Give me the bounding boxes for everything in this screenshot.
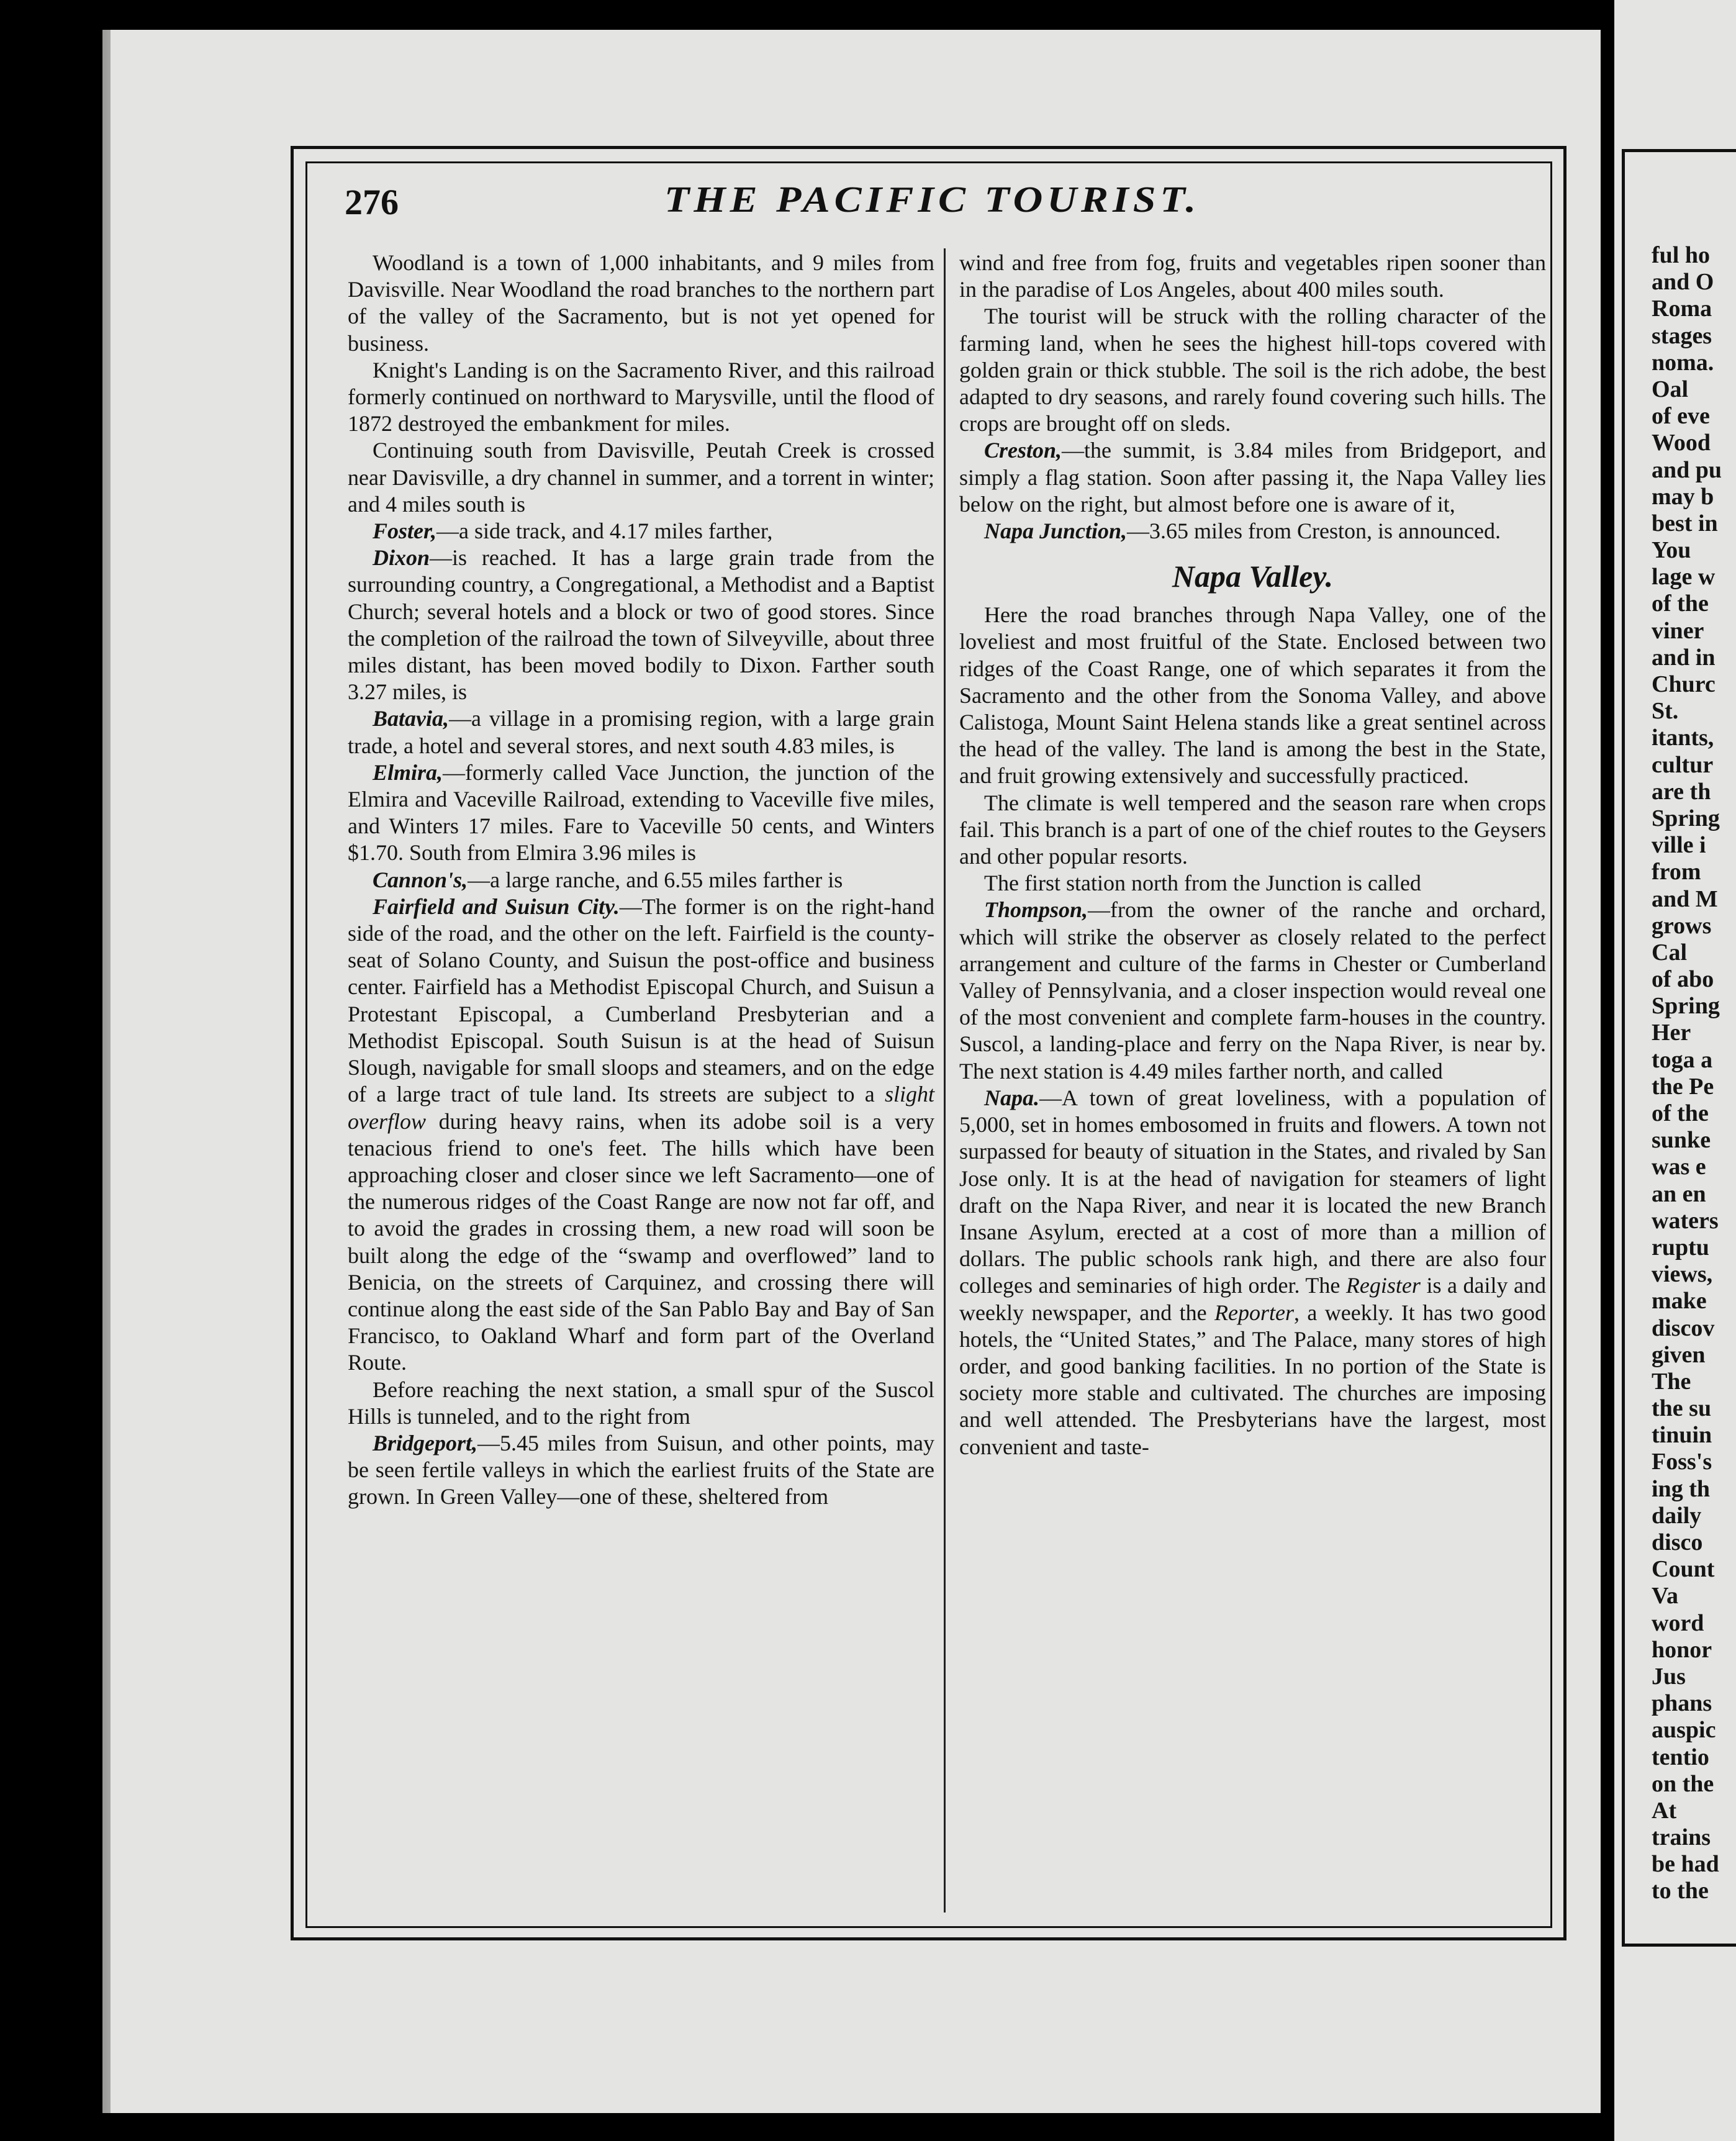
paragraph-text: Continuing south from Davisville, Peutah Creek is crossed near Davisville, a dry channel in summer, and a torrent in winter; and 4 miles south is	[348, 438, 934, 517]
adjacent-page-line: the su	[1652, 1395, 1712, 1422]
station-name: Fairfield and Suisun City.	[373, 894, 620, 919]
paragraph	[348, 545, 934, 705]
adjacent-page-line: noma.	[1652, 349, 1714, 376]
station-name: Napa.	[984, 1085, 1039, 1110]
adjacent-page-line: best in	[1652, 510, 1718, 536]
italic-text: Reporter	[1214, 1300, 1294, 1325]
paragraph-text: —a large ranche, and 6.55 miles farther is	[468, 867, 843, 892]
adjacent-page-line: from	[1652, 859, 1701, 885]
adjacent-page-line: and in	[1652, 644, 1716, 671]
paragraph-text: —A town of great loveliness, with a population of 5,000, set in homes embosomed in fruits and flowers. A town not surpassed for beauty of situation in the States, and rivaled by San Jose only. It is at the head of navigation for steamers of light draft on the Napa River, and near it is located the new Branch Insane Asylum, erected at a cost of more than a million of dollars. The public schools rank high, and there are also four colleges and seminaries of high order. The	[959, 1085, 1546, 1298]
station-name: Creston,	[984, 438, 1062, 463]
paragraph	[348, 894, 934, 1377]
paragraph-text: The climate is well tempered and the season rare when crops fail. This branch is a part of one of the chief routes to the Geysers and other popular resorts.	[959, 790, 1546, 869]
paragraph	[348, 518, 934, 545]
paragraph-text: Woodland is a town of 1,000 inhabitants, and 9 miles from Davisville. Near Woodland the road branches to the northern part of the valley of the Sacramento, but is not yet opened for business.	[348, 250, 934, 356]
station-name: Thompson,	[984, 897, 1088, 923]
paragraph-text: —The former is on the right-hand side of the road, and the other on the left. Fairfield is the county-seat of Solano County, and Suisun the post-office and business center. Fairfield has a Methodist Episcopal Church, and Suisun a Protestant Episcopal, a Cumberland Presbyterian and a Methodist Episcopal. South Suisun is at the head of Suisun Slough, navigable for small sloops and steamers, and on the edge of a large tract of tule land. Its streets are subject to a	[348, 894, 934, 1107]
paragraph	[959, 303, 1546, 437]
adjacent-page-line: may b	[1652, 483, 1714, 510]
paragraph-text: —a side track, and 4.17 miles farther,	[436, 518, 773, 544]
paragraph	[959, 437, 1546, 518]
paragraph-text: —is reached. It has a large grain trade from the surrounding country, a Congregational, a Methodist and a Baptist Church; several hotels and a block or two of good stores. Since the completion of the railroad the town of Silveyville, about three miles distant, has been moved bodily to Dixon. Farther south 3.27 miles, is	[348, 545, 934, 705]
paragraph	[959, 250, 1546, 303]
adjacent-page-line: waters	[1652, 1207, 1719, 1234]
paragraph	[959, 602, 1546, 789]
adjacent-page-line: Cal	[1652, 939, 1687, 966]
station-name: Foster,	[373, 518, 437, 544]
adjacent-page-line: Roma	[1652, 296, 1712, 322]
adjacent-page-line: toga a	[1652, 1046, 1713, 1073]
adjacent-page-line: Va	[1652, 1583, 1678, 1609]
adjacent-page-line: Oal	[1652, 376, 1689, 402]
adjacent-page-line: At	[1652, 1797, 1677, 1824]
right-column	[959, 250, 1546, 1460]
adjacent-page-line: Spring	[1652, 993, 1720, 1020]
adjacent-page-line: Wood	[1652, 430, 1711, 456]
paragraph	[348, 1430, 934, 1511]
running-head: THE PACIFIC TOURIST.	[664, 179, 1201, 220]
adjacent-page-line: Count	[1652, 1556, 1715, 1583]
column-rule	[944, 248, 946, 1912]
adjacent-page-line: ful ho	[1652, 242, 1710, 268]
adjacent-page-line: Churc	[1652, 671, 1716, 697]
adjacent-page-line: Foss's	[1652, 1449, 1712, 1475]
adjacent-page-line: ruptu	[1652, 1234, 1709, 1261]
paragraph-text: —formerly called Vace Junction, the junction of the Elmira and Vaceville Railroad, extending to Vaceville five miles, and Winters 17 miles. Fare to Vaceville 50 cents, and Winters $1.70. South from Elmira 3.96 miles is	[348, 759, 934, 866]
adjacent-page-line: an en	[1652, 1180, 1706, 1207]
adjacent-page-line: Spring	[1652, 805, 1720, 831]
paragraph-text: Before reaching the next station, a small spur of the Suscol Hills is tunneled, and to the right from	[348, 1377, 934, 1429]
adjacent-page-line: be had	[1652, 1851, 1719, 1878]
adjacent-page-line: daily	[1652, 1502, 1702, 1529]
adjacent-page-line: views,	[1652, 1261, 1713, 1288]
adjacent-page-line: ville i	[1652, 832, 1706, 859]
paragraph-text: during heavy rains, when its adobe soil is a very tenacious friend to one's feet. The hills which have been approaching closer and closer since we left Sacramento—one of the numerous ridges of the Coast Range are now not far off, and to avoid the grades in crossing them, a new road will soon be built along the edge of the “swamp and overflowed” land to Benicia, on the streets of Carquinez, and crossing there will continue along the east side of the San Pablo Bay and Bay of San Francisco, to Oakland Wharf and form part of the Overland Route.	[348, 1108, 934, 1375]
adjacent-page-line: You	[1652, 537, 1691, 564]
adjacent-page-line: phans	[1652, 1690, 1712, 1717]
page-number: 276	[345, 182, 399, 222]
adjacent-page-line: word	[1652, 1609, 1704, 1636]
paragraph-text: —a village in a promising region, with a large grain trade, a hotel and several stores, and next south 4.83 miles, is	[348, 706, 934, 758]
adjacent-page-line: tinuin	[1652, 1422, 1712, 1449]
adjacent-page-line: trains	[1652, 1824, 1711, 1851]
adjacent-page-line: are th	[1652, 778, 1711, 805]
adjacent-page-line: the Pe	[1652, 1073, 1714, 1100]
adjacent-page-line: ing th	[1652, 1475, 1710, 1502]
adjacent-page-line: given	[1652, 1341, 1706, 1368]
paragraph-text: —from the owner of the ranche and orchard, which will strike the observer as closely related to the perfect arrangement and culture of the farms in Chester or Cumberland Valley of Pennsylvania, and a closer inspection would reveal one of the most convenient and complete farm-houses in the country. Suscol, a landing-place and ferry on the Napa River, is near by. The next station is 4.49 miles farther north, and called	[959, 897, 1546, 1084]
paragraph	[348, 867, 934, 894]
adjacent-page-line: sunke	[1652, 1127, 1711, 1154]
paragraph	[348, 705, 934, 759]
page-gutter	[1601, 0, 1614, 2141]
paragraph	[348, 437, 934, 518]
adjacent-page-line: St.	[1652, 698, 1679, 725]
paragraph	[348, 1377, 934, 1430]
adjacent-page-line: make	[1652, 1288, 1707, 1315]
station-name: Cannon's,	[373, 867, 468, 892]
paragraph	[959, 1085, 1546, 1460]
adjacent-page-line: stages	[1652, 322, 1712, 349]
paragraph-text: —the summit, is 3.84 miles from Bridgeport, and simply a flag station. Soon after passing it, the Napa Valley lies below on the right, but almost before one is aware of it,	[959, 438, 1546, 517]
paragraph	[348, 759, 934, 867]
adjacent-page-line: auspic	[1652, 1717, 1716, 1744]
paragraph	[959, 870, 1546, 897]
adjacent-page-line: of eve	[1652, 403, 1710, 430]
paragraph-text: is a daily and weekly newspaper, and the	[959, 1273, 1547, 1325]
adjacent-page-line: was e	[1652, 1154, 1706, 1180]
adjacent-page-line: Her	[1652, 1020, 1691, 1046]
italic-text: slight overflow	[348, 1082, 934, 1134]
adjacent-page-line: and O	[1652, 269, 1714, 296]
paragraph	[959, 897, 1546, 1084]
adjacent-page-line: honor	[1652, 1636, 1712, 1663]
adjacent-page-line: and pu	[1652, 456, 1722, 483]
adjacent-page-line: itants,	[1652, 725, 1714, 751]
adjacent-page-line: of abo	[1652, 966, 1714, 993]
paragraph-text: Here the road branches through Napa Valley, one of the loveliest and most fruitful of the State. Enclosed between two ridges of the Coast Range, one of which separates it from the Sacramento and the other from the Sonoma Valley, and above Calistoga, Mount Saint Helena stands like a great sentinel across the head of the valley. The land is among the best in the State, and fruit growing extensively and successfully practiced.	[959, 602, 1546, 789]
adjacent-page-line: on the	[1652, 1770, 1714, 1797]
adjacent-page-line: and M	[1652, 885, 1718, 912]
station-name: Dixon	[373, 545, 430, 571]
adjacent-page-line: lage w	[1652, 564, 1716, 591]
adjacent-page-text	[1652, 242, 1736, 1905]
paragraph-text: —5.45 miles from Suisun, and other points, may be seen fertile valleys in which the earliest fruits of the State are grown. In Green Valley—one of these, sheltered from	[348, 1430, 934, 1510]
paragraph-text: wind and free from fog, fruits and vegetables ripen sooner than in the paradise of Los Angeles, about 400 miles south.	[959, 250, 1546, 302]
adjacent-page-line: grows	[1652, 912, 1712, 939]
adjacent-page-line: The	[1652, 1368, 1691, 1395]
adjacent-page-line: viner	[1652, 617, 1704, 644]
paragraph	[959, 518, 1546, 545]
station-name: Bridgeport,	[373, 1430, 478, 1455]
paragraph	[348, 357, 934, 438]
station-name: Elmira,	[373, 759, 443, 785]
paragraph-text: , a weekly. It has two good hotels, the “United States,” and The Palace, many stores of high order, and good banking facilities. In no portion of the State is society more stable and cultivated. The churches are imposing and well attended. The Presbyterians have the largest, most convenient and taste-	[959, 1300, 1547, 1459]
station-name: Napa Junction,	[984, 518, 1128, 544]
paragraph	[959, 790, 1546, 871]
adjacent-page-line: discov	[1652, 1315, 1715, 1341]
station-name: Batavia,	[373, 706, 449, 731]
adjacent-page-line: tentio	[1652, 1744, 1709, 1770]
adjacent-page-line: cultur	[1652, 751, 1714, 778]
adjacent-page-line: of the	[1652, 591, 1709, 617]
adjacent-page-line: disco	[1652, 1529, 1703, 1555]
adjacent-page-line: Jus	[1652, 1663, 1686, 1690]
adjacent-page-line: of the	[1652, 1100, 1709, 1126]
adjacent-page-fragment	[1614, 0, 1736, 2141]
adjacent-page-line: to the	[1652, 1878, 1709, 1904]
paragraph-text: The tourist will be struck with the rolling character of the farming land, when he sees the highest hill-tops covered with golden grain or thick stubble. The soil is the rich adobe, the best adapted to dry seasons, and rarely found covering such hills. The crops are brought off on sleds.	[959, 304, 1546, 437]
paragraph-text: The first station north from the Junction is called	[984, 871, 1421, 896]
paragraph-text: Knight's Landing is on the Sacramento River, and this railroad formerly continued on northward to Marysville, until the flood of 1872 destroyed the embankment for miles.	[348, 357, 934, 437]
italic-text: Register	[1345, 1273, 1421, 1298]
left-column	[348, 250, 934, 1511]
paragraph	[348, 250, 934, 357]
paragraph-text: —3.65 miles from Creston, is announced.	[1127, 518, 1501, 544]
section-heading: Napa Valley.	[1172, 559, 1334, 594]
